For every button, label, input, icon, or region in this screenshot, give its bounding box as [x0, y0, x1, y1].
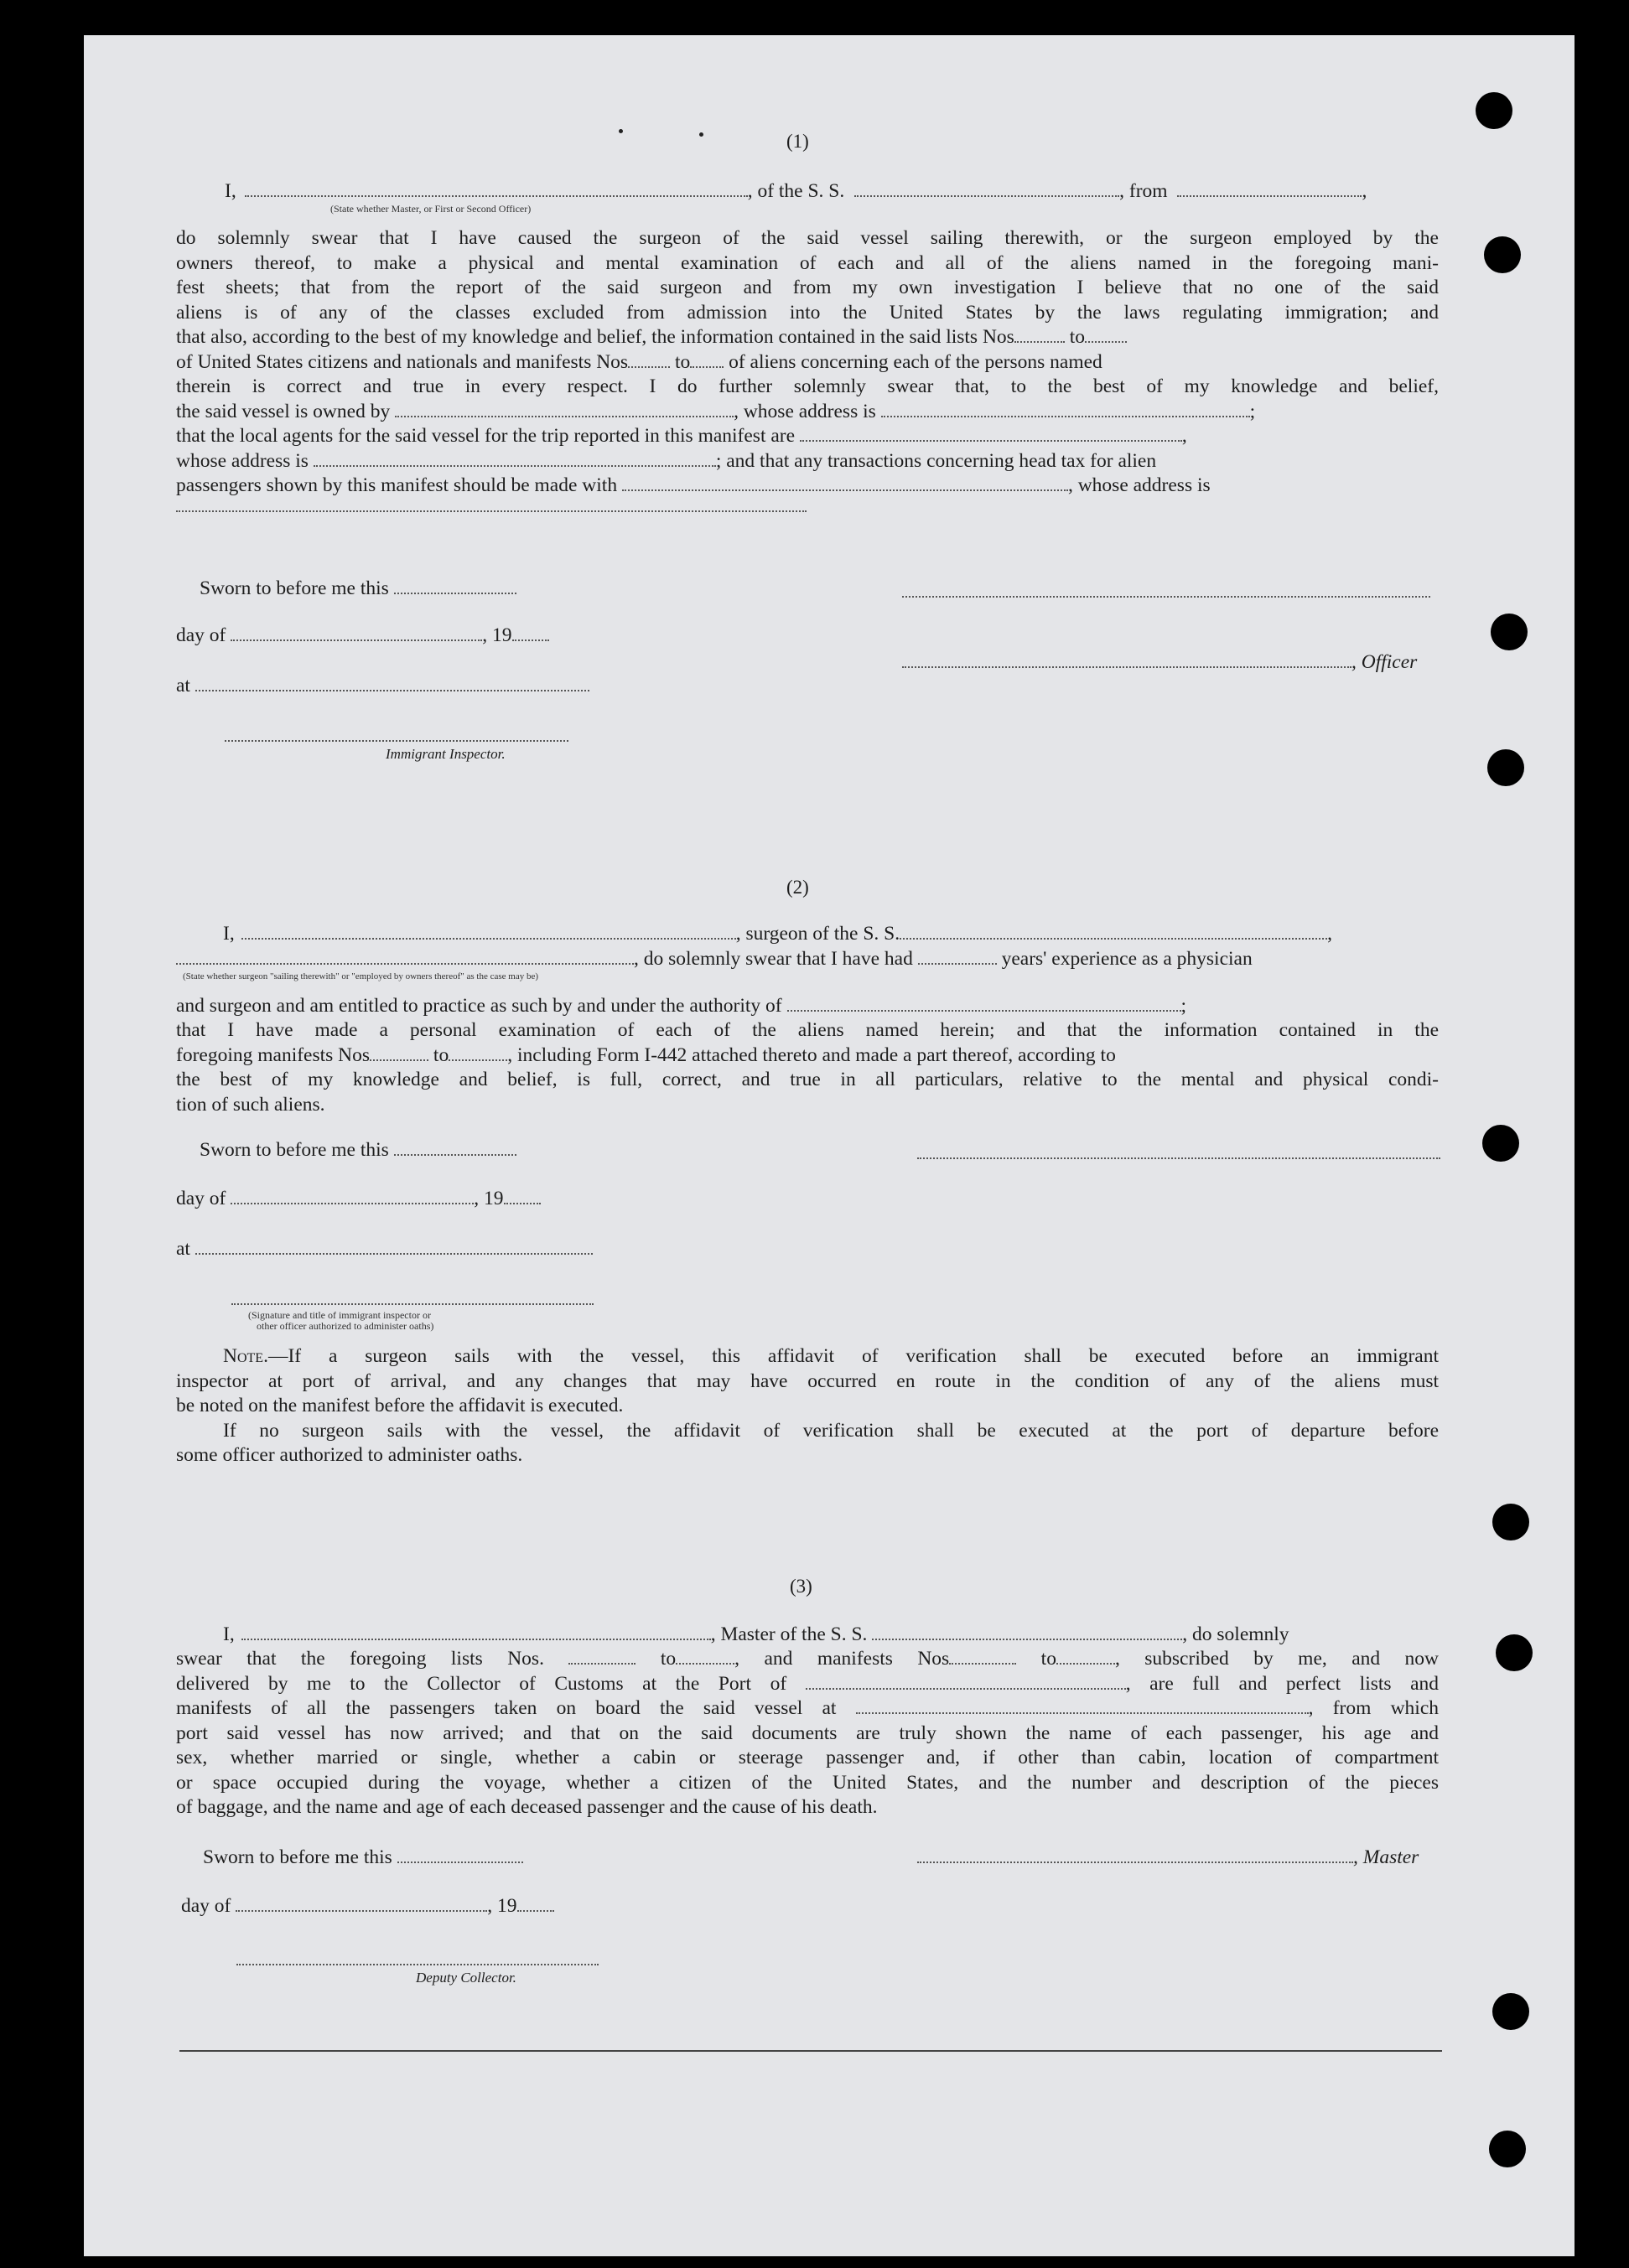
s1-officer: , Officer [902, 650, 1417, 675]
s1-dotline [176, 510, 807, 512]
s1-day: day of , 19 [176, 624, 549, 648]
s1-sworn: Sworn to before me this [200, 577, 516, 601]
s1-inspector-label: Immigrant Inspector. [386, 746, 506, 762]
section-3-number: (3) [790, 1576, 812, 1597]
s2-line1: I, , surgeon of the S. S. , [223, 923, 1332, 945]
punch-hole [1489, 2131, 1526, 2167]
s1-sig-line [902, 595, 1430, 598]
punch-hole [1484, 236, 1521, 273]
s3-line1: I, , Master of the S. S. , do solemnly [223, 1623, 1289, 1645]
s2-line3: and surgeon and am entitled to practice as such by and under the authority of ; [176, 995, 1187, 1017]
s2-line2: , do solemnly swear that I have had years' experience as a physician [176, 947, 1253, 971]
s2-sig-caption-2: other officer authorized to administer oaths) [257, 1320, 434, 1332]
s3-master: , Master [917, 1846, 1419, 1870]
speck [699, 132, 703, 137]
s1-line1: I, , of the S. S. , from , [225, 180, 1367, 202]
punch-hole [1492, 1504, 1529, 1540]
s3-collector-line [236, 1963, 599, 1965]
s3-day: day of , 19 [181, 1894, 554, 1918]
s2-paragraph: that I have made a personal examination of each of the aliens named herein; and that the information contained in the foregoing manifests Nos to , including Form I-442 attached thereto and made a part thereof, according to the best of my knowledge and belief, is full, correct, and true in all particulars, relative to the mental and physical condi- tion of such aliens. [176, 1019, 1439, 1116]
s1-paragraph: do solemnly swear that I have caused the surgeon of the said vessel sailing therewith, or the surgeon employed by the owners thereof, to make a physical and mental examination of each and all of the aliens named in the foregoing mani- fest sheets; that from the report of the said surgeon and from my own investigation I believe that no one of the said aliens is of any of the classes excluded from admission into the United States by the laws regulating immigration; and that also, according to the best of my knowledge and belief, the information contained in the said lists Nos to of United States citizens and nationals and manifests Nos to of aliens concerning each of the persons named therein is correct and true in every respect. I do further solemnly swear that, to the best of my knowledge and belief, the said vessel is owned by , whose address is ; that the local agents for the said vessel for the trip reported in this manifest are , whose address is ; and that any transactions concerning head tax for alien passengers shown by this manifest should be made with , whose address is [176, 227, 1439, 496]
s1-inspector-line [225, 739, 568, 742]
section-1-number: (1) [786, 131, 809, 152]
s2-note: Note.—If a surgeon sails with the vessel, this affidavit of verification shall be executed before an immigrant inspector at port of arrival, and any changes that may have occurred en route in the condition of any of the aliens must be noted on the manifest before the affidavit is executed. If no surgeon sails with the vessel, the affidavit of verification shall be executed at the port of departure before some officer authorized to administer oaths. [176, 1345, 1439, 1466]
s2-sworn: Sworn to before me this [200, 1138, 516, 1162]
section-2-number: (2) [786, 877, 809, 898]
punch-hole [1491, 614, 1528, 650]
s2-sig-caption-1: (Signature and title of immigrant inspector or [248, 1309, 431, 1321]
punch-hole [1492, 1993, 1529, 2030]
s2-sig-line [917, 1157, 1440, 1159]
speck [619, 129, 623, 133]
punch-hole [1476, 92, 1512, 129]
s2-day: day of , 19 [176, 1187, 541, 1211]
punch-hole [1496, 1634, 1533, 1671]
punch-hole [1487, 749, 1524, 786]
s3-sworn: Sworn to before me this [203, 1846, 523, 1870]
s2-at: at [176, 1237, 593, 1261]
punch-hole [1482, 1125, 1519, 1162]
s2-caption: (State whether surgeon "sailing therewith" or "employed by owners thereof" as the case may be) [183, 971, 539, 981]
bottom-rule [179, 2050, 1442, 2052]
s1-at: at [176, 674, 589, 698]
s3-paragraph: swear that the foregoing lists Nos. to , and manifests Nos to , subscribed by me, and now delivered by me to the Collector of Customs at the Port of , are full and perfect lists and manifests of all the passengers taken on board the said vessel at , from which port said vessel has now arrived; and that on the said documents are truly shown the name of each passenger, his age and sex, whether married or single, whether a cabin or steerage passenger and, if other than cabin, location of compartment or space occupied during the voyage, whether a citizen of the United States, and the number and description of the pieces of baggage, and the name and age of each deceased passenger and the cause of his death. [176, 1648, 1440, 1818]
s2-sig2-line [231, 1302, 594, 1305]
s1-caption: (State whether Master, or First or Second Officer) [330, 203, 532, 215]
s3-collector-label: Deputy Collector. [416, 1970, 516, 1986]
document-page [84, 35, 1575, 2256]
